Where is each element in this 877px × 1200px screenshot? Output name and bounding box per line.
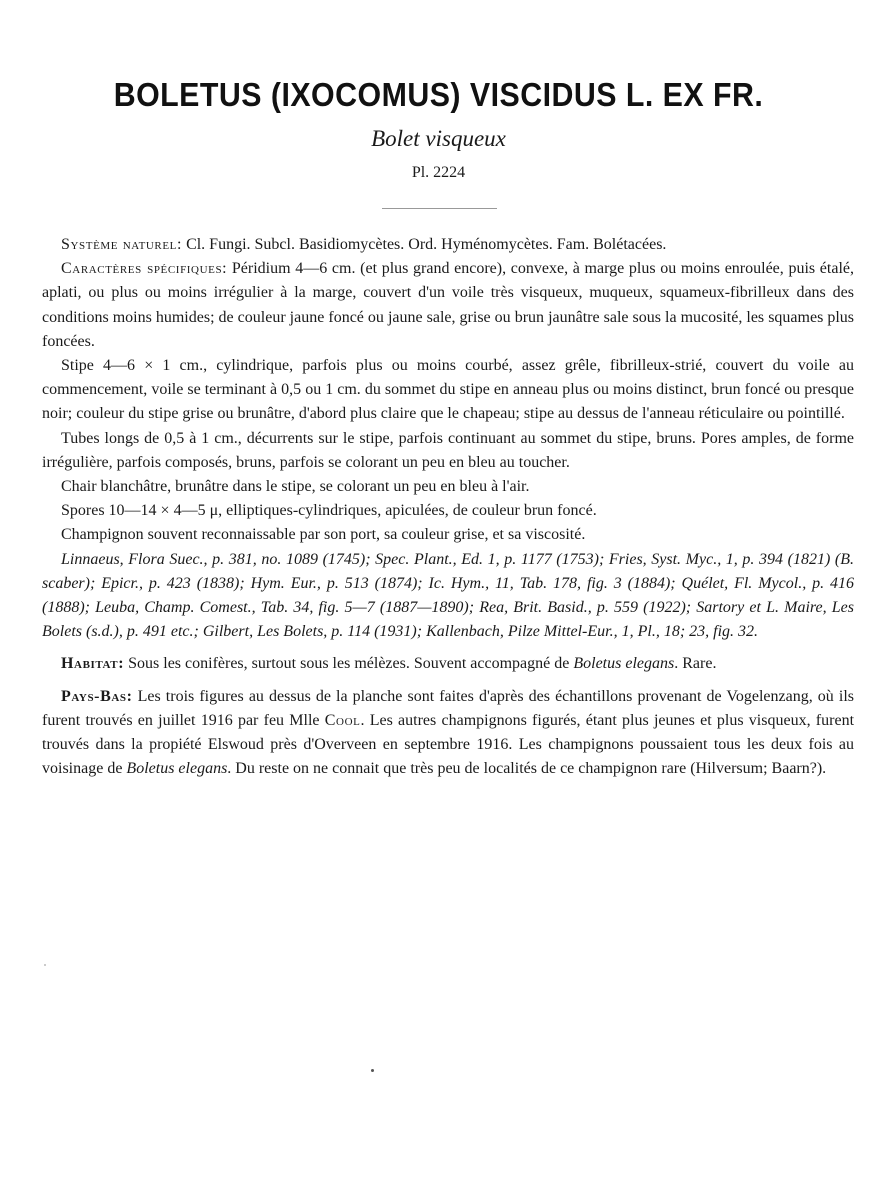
systeme-label: Système naturel: — [61, 236, 183, 253]
page-subtitle: Bolet visqueux — [371, 126, 506, 151]
pays-bas-text-3: . Du reste on ne connait que très peu de localités de ce champignon rare (Hilversum; Baarn?). — [227, 760, 827, 778]
habitat-label: Habitat: — [61, 655, 125, 673]
paper-speck — [44, 964, 46, 966]
references-paragraph: Linnaeus, Flora Suec., p. 381, no. 1089 (1745); Spec. Plant., Ed. 1, p. 1177 (1753); Fries, Syst. Myc., 1, p. 394 (1821) (B. scaber); Epicr., p. 423 (1838); Hym. Eur., p. 513 (1874); Ic. Hym., 11, Tab. 178, fig. 3 (1884); Quélet, Fl. Mycol., p. 416 (1888); Leuba, Champ. Comest., Tab. 34, fig. 5—7 (1887—1890); Rea, Brit. Basid., p. 559 (1922); Sartory et L. Maire, Les Bolets (s.d.), p. 491 etc.; Gilbert, Les Bolets, p. 114 (1931); Kallenbach, Pilze Mittel-Eur., 1, Pl., 18; 23, fig. 32. — [42, 550, 854, 641]
champignon-paragraph: Champignon souvent reconnaissable par son port, sa couleur grise, et sa viscosité. — [61, 526, 586, 544]
collector-name: Cool — [324, 711, 361, 729]
pays-bas-species: Boletus elegans — [126, 760, 228, 778]
spores-paragraph: Spores 10—14 × 4—5 μ, elliptiques-cylindriques, apiculées, de couleur brun foncé. — [61, 502, 597, 520]
habitat-text-1: Sous les conifères, surtout sous les mélèzes. Souvent accompagné de — [124, 655, 574, 673]
page-title: BOLETUS (IXOCOMUS) VISCIDUS L. EX FR. — [113, 76, 764, 113]
caracteres-label: Caractères spécifiques: — [61, 260, 228, 278]
systeme-text: Cl. Fungi. Subcl. Basidiomycètes. Ord. Hyménomycètes. Fam. Bolétacées. — [182, 236, 667, 253]
habitat-species: Boletus elegans — [573, 655, 675, 673]
pays-bas-text-1: Les trois figures au dessus de la planche sont faites d'après des échantillons provenant de Vogelenzang, où ils furent trouvés en juillet 1916 par feu Mlle — [42, 687, 854, 729]
plate-number: Pl. 2224 — [411, 164, 466, 181]
caracteres-paragraph — [42, 257, 854, 354]
habitat-paragraph — [42, 652, 854, 676]
species-description — [42, 233, 854, 781]
systeme-paragraph — [42, 233, 854, 257]
tubes-paragraph: Tubes longs de 0,5 à 1 cm., décurrents sur le stipe, parfois continuant au sommet du stipe, bruns. Pores amples, de forme irrégulière, parfois composés, bruns, parfois se colorant un peu en bleu au toucher. — [42, 429, 854, 471]
pays-bas-text-2: . Les autres champignons figurés, étant plus jeunes et plus visqueux, furent trouvés dans la propiété Elswoud près d'Overveen en septembre 1916. Les champignons poussaient tous les deux fois au voisinage de — [42, 711, 855, 778]
title-divider — [382, 208, 497, 209]
stipe-paragraph: Stipe 4—6 × 1 cm., cylindrique, parfois plus ou moins courbé, assez grêle, fibrilleux-strié, couvert du voile au commencement, voile se terminant à 0,5 ou 1 cm. du sommet du stipe en anneau plus ou moins distinct, brun foncé ou presque noir; couleur du stipe grise ou brunâtre, d'abord plus claire que le chapeau; stipe au dessus de l'anneau réticulaire ou pointillé. — [42, 357, 854, 423]
pays-bas-paragraph — [42, 685, 854, 782]
pays-bas-label: Pays-Bas: — [61, 687, 133, 705]
habitat-text-2: . Rare. — [674, 655, 717, 673]
chair-paragraph: Chair blanchâtre, brunâtre dans le stipe, se colorant un peu en bleu à l'air. — [61, 478, 530, 496]
paper-speck — [371, 1069, 374, 1072]
caracteres-text: Péridium 4—6 cm. (et plus grand encore), convexe, à marge plus ou moins enroulée, puis étalé, aplati, ou plus ou moins irrégulier à la marge, couvert d'un voile très visqueux, muqueux, squameux-fibrilleux dans des conditions moins humides; de couleur jaune foncé ou jaune sale, grise ou brun jaunâtre sale sous la mucosité, les squames plus foncées. — [42, 260, 854, 350]
